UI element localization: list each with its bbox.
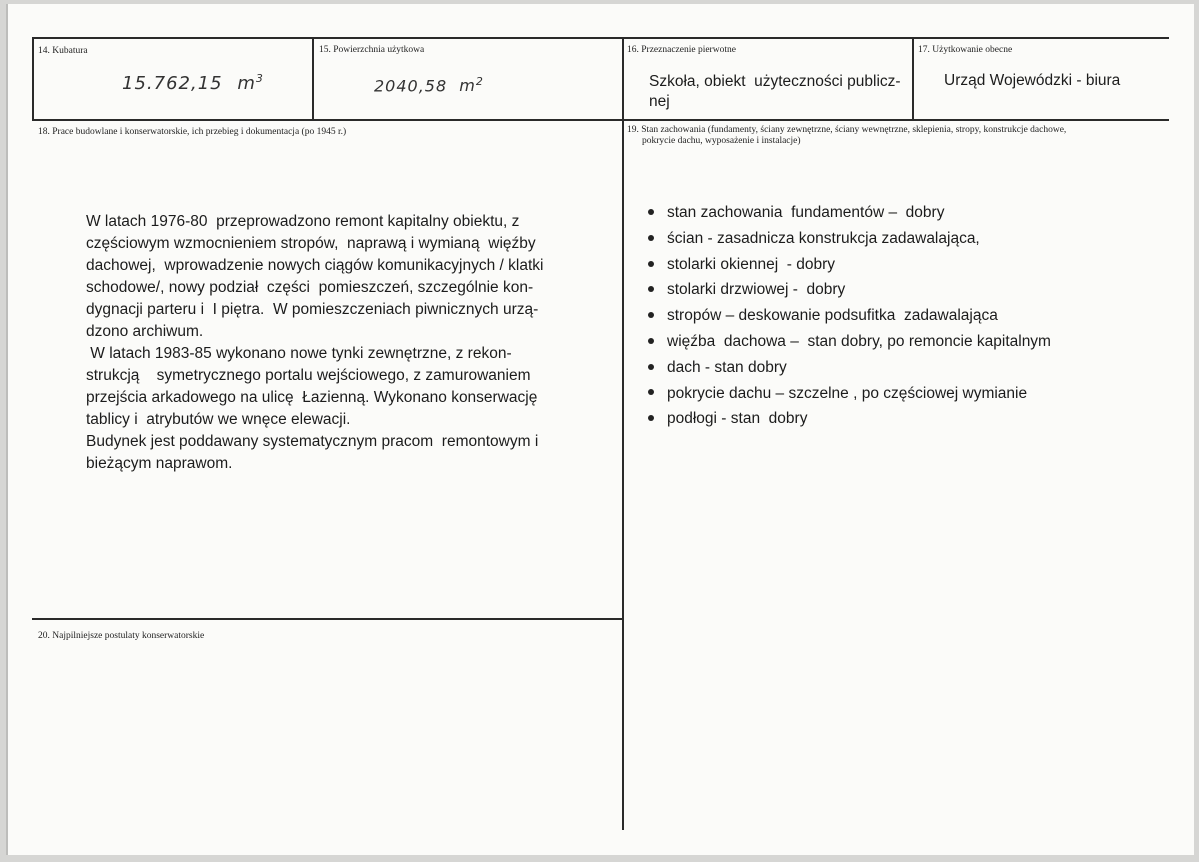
field-14-label: 14. Kubatura (38, 46, 88, 56)
field-15-label: 15. Powierzchnia użytkowa (319, 45, 425, 55)
bullet-icon (648, 389, 654, 395)
row1-bottom-line (32, 119, 1169, 121)
bullet-icon (648, 415, 654, 421)
bullet-icon (648, 286, 654, 292)
bullet-icon (648, 312, 654, 318)
list-item: stolarki drzwiowej - dobry (648, 277, 1051, 303)
bullet-icon (648, 364, 654, 370)
top-border-line (32, 37, 1169, 39)
field-16-label: 16. Przeznaczenie pierwotne (627, 45, 736, 55)
center-divider-line (622, 119, 624, 830)
bullet-icon (648, 338, 654, 344)
list-item: podłogi - stan dobry (648, 406, 1051, 432)
left-border-line (32, 37, 34, 121)
bullet-icon (648, 261, 654, 267)
bullet-icon (648, 235, 654, 241)
divider-14-15 (312, 37, 314, 121)
field-15-value: 2040,58 $m^2$ (374, 75, 484, 96)
field-18-label: 18. Prace budowlane i konserwatorskie, ich przebieg i dokumentacja (po 1945 r.) (38, 127, 347, 137)
list-item: stan zachowania fundamentów – dobry (648, 200, 1051, 226)
field-16-value: Szkoła, obiekt użyteczności publicz- nej (649, 73, 901, 110)
field-18-text: W latach 1976-80 przeprowadzono remont kapitalny obiektu, z częściowym wzmocnieniem stropów, naprawą i wymianą więźby dachowej, wprowadzenie nowych ciągów komunikacyjnych / klatki schodowe/, nowy podział części pomieszczeń, szczególnie kon- dygnacji parteru i I piętra. W pomieszczeniach piwnicznych urzą- dzono archiwum. W latach 1983-85 wykonano nowe tynki zewnętrzne, z rekon- strukcją symetrycznego portalu wejściowego, z zamurowaniem przejścia arkadowego na ulicę Łazienną. Wykonano konserwację tablicy i atrybutów we wnęce elewacji. Budynek jest poddawany systematycznym pracom remontowym i bieżącym naprawom. (86, 213, 544, 472)
list-item: więźba dachowa – stan dobry, po remoncie kapitalnym (648, 329, 1051, 355)
list-item: stolarki okiennej - dobry (648, 252, 1051, 278)
field-19-label: 19. Stan zachowania (fundamenty, ściany zewnętrzne, ściany wewnętrzne, sklepienia, stropy, konstrukcje dachowe, pokrycie dachu, wyposażenie i instalacje) (627, 125, 1067, 146)
f18-bottom-line (32, 618, 624, 620)
field-14-value: 15.762,15 $m^3$ (122, 72, 264, 94)
list-item: ścian - zasadnicza konstrukcja zadawalająca, (648, 226, 1051, 252)
list-item: dach - stan dobry (648, 355, 1051, 381)
list-item: stropów – deskowanie podsufitka zadawalająca (648, 303, 1051, 329)
field-17-value: Urząd Wojewódzki - biura (944, 72, 1121, 89)
divider-15-16 (622, 37, 624, 121)
bullet-icon (648, 209, 654, 215)
field-19-list (648, 200, 1051, 432)
list-item: pokrycie dachu – szczelne , po częściowej wymianie (648, 381, 1051, 407)
field-20-label: 20. Najpilniejsze postulaty konserwatorskie (38, 631, 205, 641)
divider-16-17 (912, 37, 914, 121)
field-17-label: 17. Użytkowanie obecne (918, 45, 1013, 55)
record-card (6, 4, 1194, 855)
